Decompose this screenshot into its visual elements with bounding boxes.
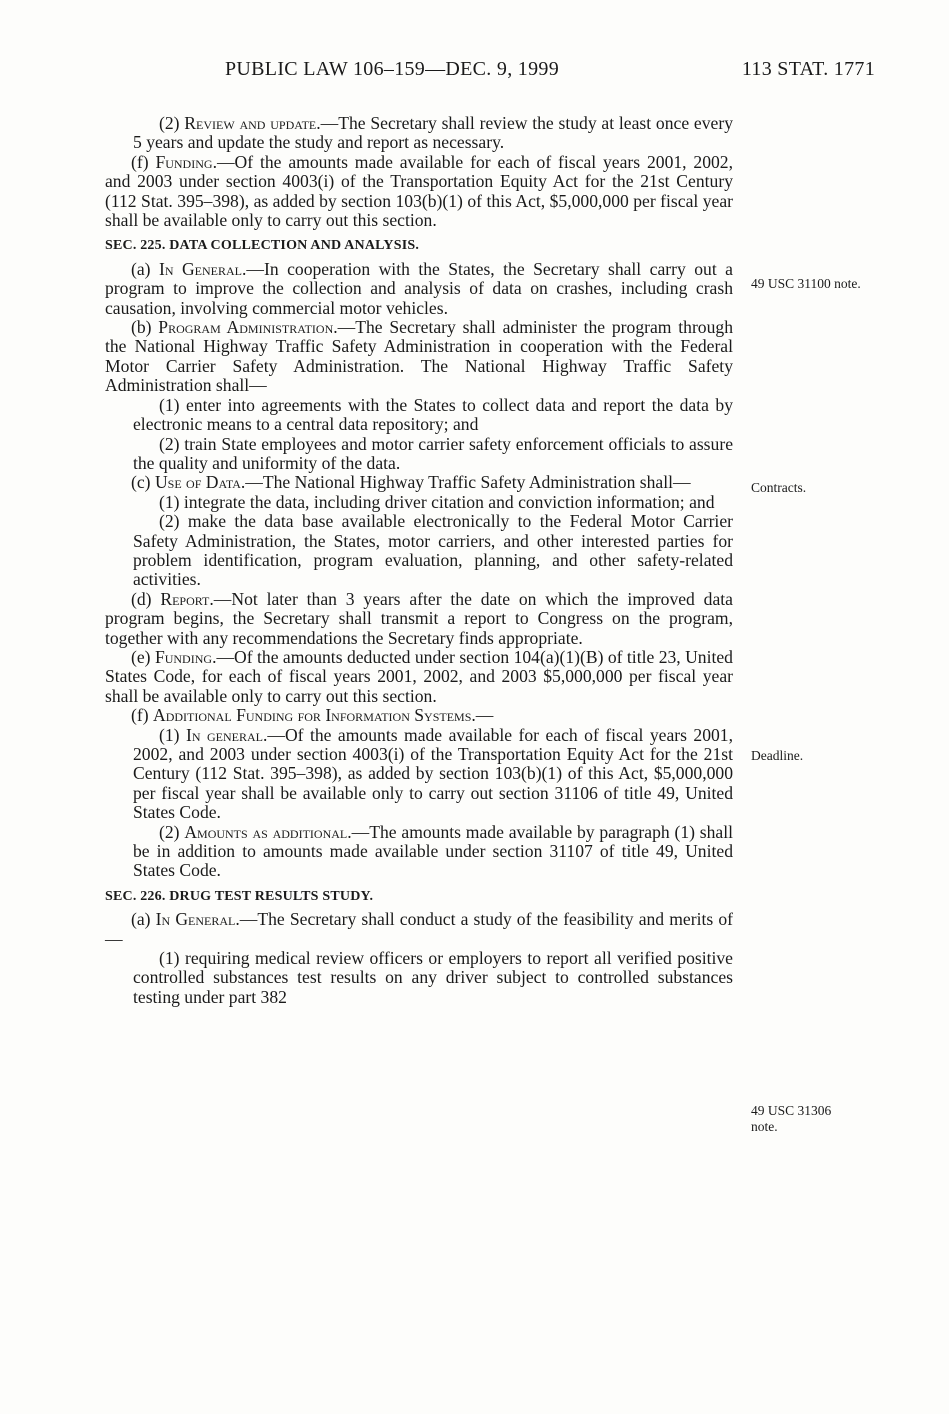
paragraph-225-f-1: (1) In general.—Of the amounts made available for each of fiscal years 2001, 2002, and 2003 under section 4003(i) of the Transportation Equity Act for the 21st Century (112 Stat. 395–398), as added by section 103(b)(1) of this Act, $5,000,000 per fiscal year shall be available only to carry out section 31106 of title 49, United States Code. (133, 724, 734, 823)
paragraph-225-c-1: (1) integrate the data, including driver citation and conviction information; and (159, 491, 715, 512)
paragraph-225-a: (a) In General.—In cooperation with the States, the Secretary shall carry out a program to improve the collection and analysis of data on crashes, including crash causation, involving commercial motor vehicles. (105, 258, 733, 318)
statute-page-number: 113 STAT. 1771 (741, 58, 875, 80)
paragraph-review-and-update: (2) Review and update.—The Secretary shall review the study at least once every 5 years and update the study and report as necessary. (133, 113, 733, 153)
running-head-title: PUBLIC LAW 106–159—DEC. 9, 1999 (225, 58, 559, 80)
paragraph-225-f: (f) Additional Funding for Information Systems.— (131, 705, 494, 726)
paragraph-225-b: (b) Program Administration.—The Secretary shall administer the program through the National Highway Traffic Safety Administration in cooperation with the Federal Motor Carrier Safety Administration. The National Highway Traffic Safety Administration shall— (105, 317, 733, 396)
paragraph-225-f-2: (2) Amounts as additional.—The amounts made available by paragraph (1) shall be in addition to amounts made available under section 31107 of title 49, United States Code. (133, 821, 733, 881)
paragraph-225-b-2: (2) train State employees and motor carrier safety enforcement officials to assure the quality and uniformity of the data. (133, 433, 733, 473)
paragraph-225-b-1: (1) enter into agreements with the States to collect data and report the data by electronic means to a central data repository; and (133, 394, 733, 435)
paragraph-226-a: (a) In General.—The Secretary shall conduct a study of the feasibility and merits of— (105, 909, 733, 949)
margin-note-contracts: Contracts. (751, 480, 807, 495)
paragraph-225-e: (e) Funding.—Of the amounts deducted under section 104(a)(1)(B) of title 23, United States Code, for each of fiscal years 2001, 2002, and 2003 $5,000,000 per fiscal year shall be available only to carry out this section. (105, 646, 733, 706)
body-text (105, 114, 733, 1007)
paragraph-funding-f: (f) Funding.—Of the amounts made available for each of fiscal years 2001, 2002, and 2003 under section 4003(i) of the Transportation Equity Act for the 21st Century (112 Stat. 395–398), as added by section 103(b)(1) of this Act, $5,000,000 per fiscal year shall be available only to carry out this section. (105, 151, 733, 231)
paragraph-225-d: (d) Report.—Not later than 3 years after the date on which the improved data program begins, the Secretary shall transmit a report to Congress on the program, together with any recommendations the Secretary finds appropriate. (105, 588, 733, 648)
margin-note-deadline: Deadline. (751, 748, 804, 763)
section-heading-226: SEC. 226. DRUG TEST RESULTS STUDY. (105, 888, 374, 904)
paragraph-225-c: (c) Use of Data.—The National Highway Traffic Safety Administration shall— (131, 472, 691, 493)
paragraph-226-a-1: (1) requiring medical review officers or employers to report all verified positive controlled substances test results on any driver subject to controlled substances testing under part 382 (133, 948, 733, 1007)
margin-note-sec225: 49 USC 31100 note. (751, 276, 861, 291)
page-header (105, 58, 875, 88)
paragraph-225-c-2: (2) make the data base available electronically to the Federal Motor Carrier Safety Administration, the States, motor carriers, and other interested parties for problem identification, program evaluation, planning, and other safety-related activities. (133, 511, 733, 590)
section-heading-225: SEC. 225. DATA COLLECTION AND ANALYSIS. (105, 238, 420, 254)
margin-note-sec226: 49 USC 31306 note. (751, 1103, 832, 1134)
